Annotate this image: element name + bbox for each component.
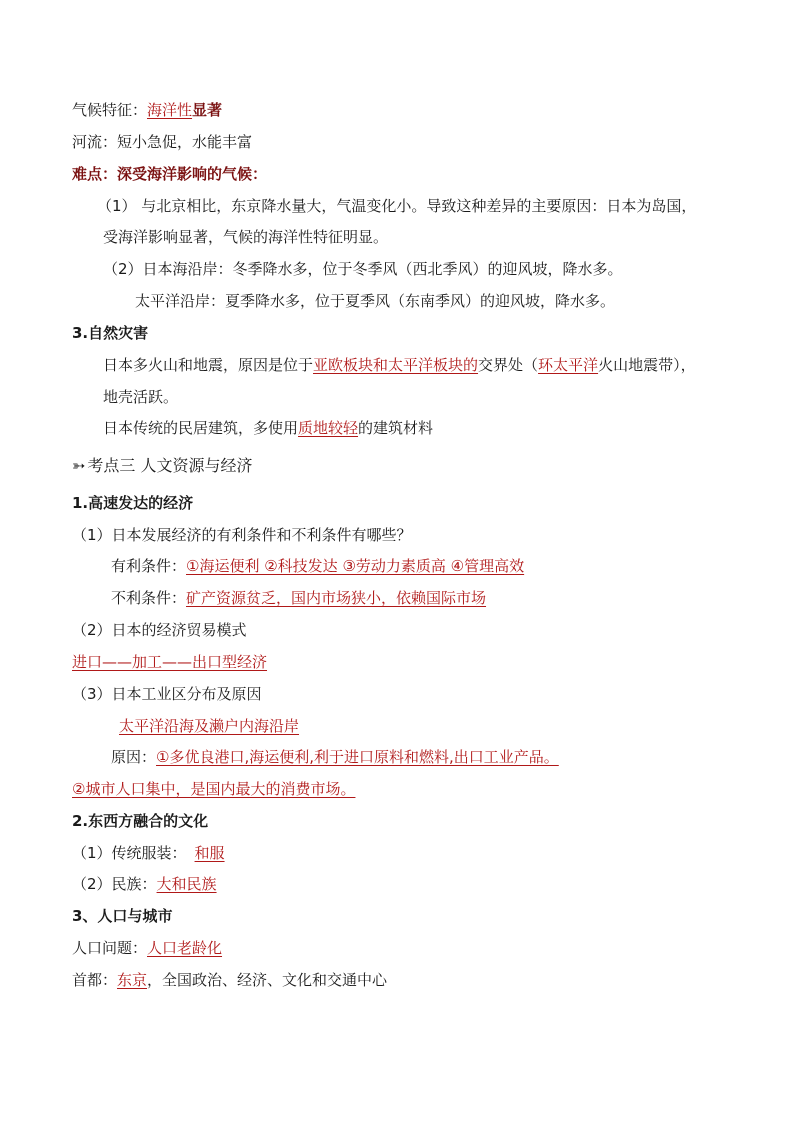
plates-answer: 亚欧板块和太平洋板块的 <box>313 356 479 374</box>
reason-label: 原因： <box>111 748 157 766</box>
culture-title: 2.东西方融合的文化 <box>72 812 209 830</box>
favorable-label: 有利条件： <box>111 557 187 575</box>
reason-answer-2: ②城市人口集中，是国内最大的消费市场。 <box>72 780 356 798</box>
difficulty-2-line2: 太平洋沿岸：夏季降水多，位于夏季风（东南季风）的迎风坡，降水多。 <box>135 292 616 310</box>
capital-description: ，全国政治、经济、文化和交通中心 <box>147 971 388 989</box>
climate-line <box>72 99 222 121</box>
nation-answer: 大和民族 <box>156 875 217 893</box>
difficulty-title: 难点：深受海洋影响的气候： <box>72 165 268 183</box>
disaster-text: 日本多火山和地震，原因是位于 <box>103 356 314 374</box>
population-title: 3、人口与城市 <box>72 907 173 925</box>
population-issue-line <box>72 937 222 959</box>
kaodian-3-heading <box>72 455 253 477</box>
population-issue-label: 人口问题： <box>72 939 148 957</box>
dress-line <box>72 842 225 864</box>
unfavorable-label: 不利条件： <box>111 589 187 607</box>
nation-label: （2）民族： <box>72 875 157 893</box>
arrow-icon: ➳ <box>72 456 84 475</box>
nation-line <box>72 873 217 895</box>
difficulty-2-line1: （2）日本海沿岸：冬季降水多，位于冬季风（西北季风）的迎风坡，降水多。 <box>103 260 623 278</box>
population-issue-answer: 人口老龄化 <box>147 939 223 957</box>
disaster-text: 火山地震带）， <box>598 356 696 374</box>
climate-value: 海洋性 <box>147 101 193 119</box>
trade-mode-answer: 进口——加工——出口型经济 <box>72 653 268 671</box>
kaodian-3-title: 考点三 人文资源与经济 <box>87 456 253 475</box>
difficulty-1-line2: 受海洋影响显著，气候的海洋性特征明显。 <box>103 228 389 246</box>
reason-line <box>111 746 559 768</box>
capital-answer: 东京 <box>117 971 148 989</box>
difficulty-1-line1: （1） 与北京相比，东京降水量大，气温变化小。导致这种差异的主要原因：日本为岛国， <box>97 197 697 215</box>
dress-answer: 和服 <box>194 844 225 862</box>
favorable-line <box>111 555 524 577</box>
favorable-answer: ①海运便利 ②科技发达 ③劳动力素质高 ④管理高效 <box>186 557 525 575</box>
disaster-text: 交界处（ <box>478 356 539 374</box>
economy-q2: （2）日本的经济贸易模式 <box>72 621 247 639</box>
economy-q1: （1）日本发展经济的有利条件和不利条件有哪些？ <box>72 526 412 544</box>
disaster-para1 <box>103 354 696 376</box>
disaster-title: 3.自然灾害 <box>72 324 149 342</box>
unfavorable-answer: 矿产资源贫乏，国内市场狭小，依赖国际市场 <box>186 589 487 607</box>
capital-label: 首都： <box>72 971 118 989</box>
disaster-text: 的建筑材料 <box>358 419 434 437</box>
pacific-ring-answer: 环太平洋 <box>538 356 599 374</box>
climate-label: 气候特征： <box>72 101 148 119</box>
economy-title: 1.高速发达的经济 <box>72 494 194 512</box>
disaster-para2 <box>103 417 433 439</box>
river-line: 河流：短小急促，水能丰富 <box>72 133 253 151</box>
capital-line <box>72 969 387 991</box>
unfavorable-line <box>111 587 486 609</box>
disaster-text: 日本传统的民居建筑，多使用 <box>103 419 299 437</box>
economy-q3: （3）日本工业区分布及原因 <box>72 685 262 703</box>
dress-label: （1）传统服装： <box>72 844 187 862</box>
reason-answer-1: ①多优良港口,海运便利,利于进口原料和燃料,出口工业产品。 <box>156 748 559 766</box>
industry-region-answer: 太平洋沿海及濑户内海沿岸 <box>119 717 300 735</box>
light-material-answer: 质地较轻 <box>298 419 359 437</box>
climate-value-bold: 显著 <box>192 101 223 119</box>
disaster-para1-cont: 地壳活跃。 <box>103 388 179 406</box>
